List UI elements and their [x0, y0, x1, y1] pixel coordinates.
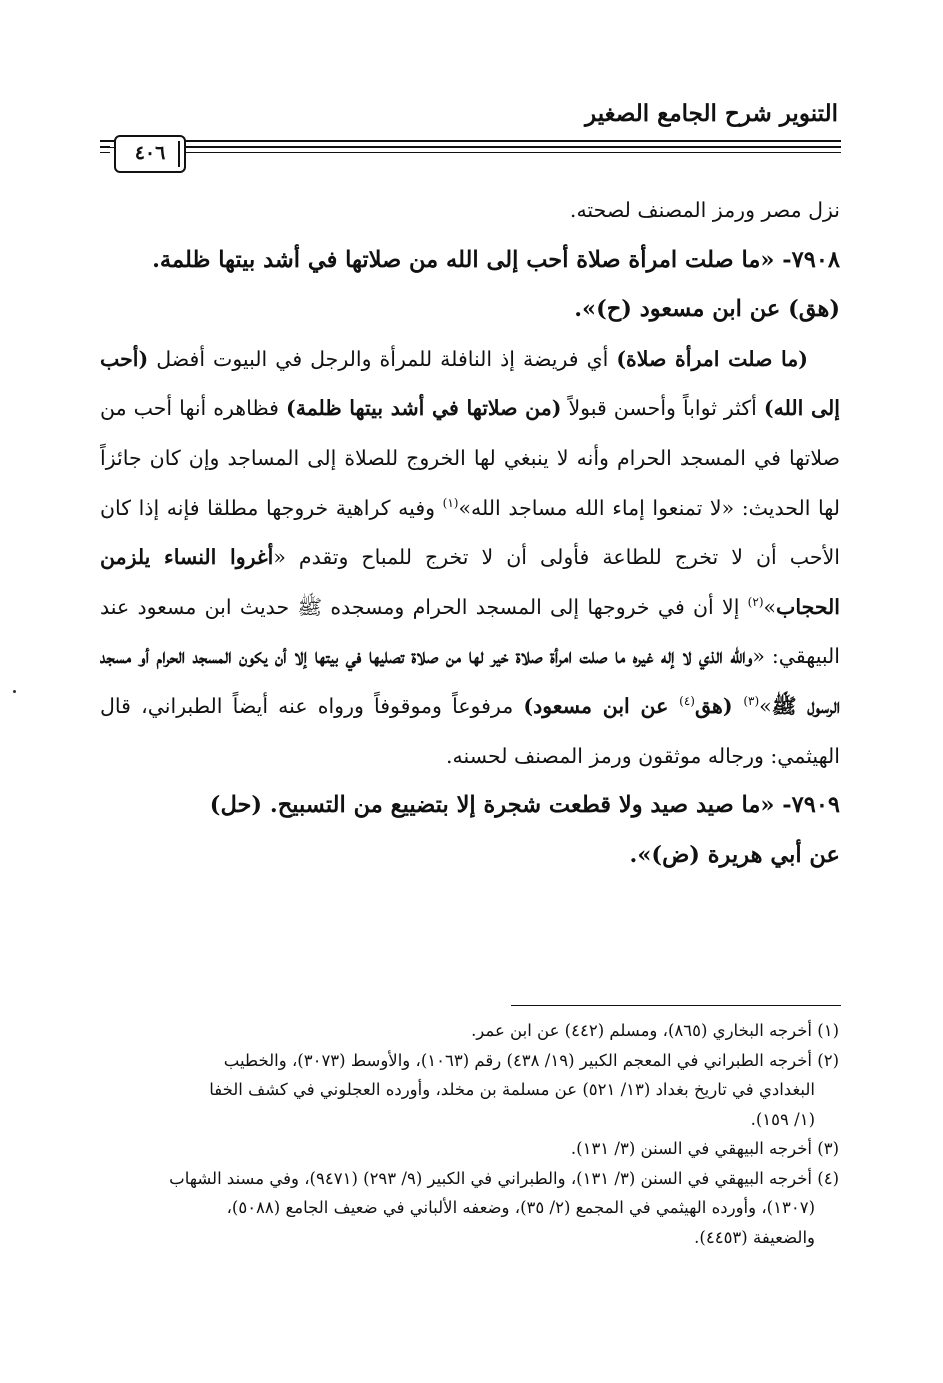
commentary-7908 [100, 335, 840, 781]
footnote-4-line-2: (١٣٠٧)، وأورده الهيثمي في المجمع (٢/ ٣٥)، وضعفه الألباني في ضعيف الجامع (٥٠٨٨)، [226, 1198, 815, 1217]
footnote-separator [511, 1005, 841, 1006]
footnote-ref-4: (٤) [679, 694, 695, 709]
footnote-3: (٣) أخرجه البيهقي في السنن (٣/ ١٣١). [570, 1139, 839, 1158]
hadith-7908 [100, 236, 840, 335]
comm-lemma-2: (أحب إلى الله) [100, 346, 840, 421]
footnote-2-line-2: البغدادي في تاريخ بغداد (١٣/ ٥٢١) عن مسلمة بن مخلد، وأورده العجلوني في كشف الخفا [209, 1080, 815, 1099]
footnote-ref-1: (١) [442, 495, 459, 510]
intro-line: نزل مصر ورمز المصنف لصحته. [569, 198, 840, 222]
footnote-4-line-1: (٤) أخرجه البيهقي في السنن (٣/ ١٣١)، والطبراني في الكبير (٩/ ٢٩٣) (٩٤٧١)، وفي مسند الشهاب [169, 1168, 839, 1188]
comm-text-3: فظاهره أنها أحب من صلاتها في المسجد الحرام وأنه لا ينبغي لها الخروج للصلاة إلى المساجد وإن كان جائزاً لها الحديث: «لا تمنعوا إماء الله مساجد الله» [100, 396, 840, 520]
comm-lemma-1: (ما صلت امرأة صلاة) [616, 346, 808, 371]
header-rule-end [100, 146, 110, 153]
comm-text-2: أكثر ثواباً وأحسن قبولاً [561, 396, 764, 421]
footnote-2-line-3: (١/ ١٥٩). [750, 1109, 815, 1129]
margin-dot [13, 690, 16, 693]
footnote-4-line-3: والضعيفة (٤٤٥٣). [694, 1227, 815, 1247]
comm-quote-close-2: » [759, 693, 772, 718]
footnote-ref-2: (٢) [747, 594, 764, 609]
comm-source-1: (هق [694, 693, 744, 718]
hadith-7909-text: ٧٩٠٩- «ما صيد صيد ولا قطعت شجرة إلا بتضييع من التسبيح. (حل) [209, 792, 840, 819]
comm-quote-2: والله الذي لا إله غيره ما صلت امرأة صلاة خير لها من صلاة تصليها في بيتها إلا أن يكون المسجد الحرام أو مسجد الرسول ﷺ [100, 644, 840, 718]
comm-text-6: مرفوعاً وموقوفاً ورواه عنه أيضاً الطبراني، قال الهيثمي: ورجاله موثقون ورمز المصنف لحسنه. [100, 693, 840, 768]
hadith-7909 [100, 781, 840, 880]
footnote-2-line-1: (٢) أخرجه الطبراني في المعجم الكبير (١٩/ ٤٣٨) رقم (١٠٦٣)، والأوسط (٣٠٧٣)، والخطيب [223, 1050, 839, 1070]
footnote-ref-3: (٣) [743, 694, 760, 709]
comm-quote-close-1: » [763, 594, 777, 619]
footnotes [100, 1016, 839, 1252]
comm-text-4: وفيه كراهية خروجها مطلقا فإنه إذا كان الأحب أن لا تخرج للطاعة فأولى أن لا تخرج للمباح وتقدم « [100, 495, 840, 570]
comm-source-2: عن ابن مسعود) [523, 693, 680, 718]
hadith-7908-text: ٧٩٠٨- «ما صلت امرأة صلاة أحب إلى الله من صلاتها في أشد بيتها ظلمة. [152, 246, 840, 273]
header-rule-long [186, 146, 841, 153]
hadith-7908-source: (هق) عن ابن مسعود (ح)». [574, 296, 840, 323]
comm-quote-1: أغروا النساء يلزمن الحجاب [100, 545, 840, 619]
main-text [100, 186, 840, 880]
hadith-7909-source: عن أبي هريرة (ض)». [629, 841, 840, 868]
footnote-1: (١) أخرجه البخاري (٨٦٥)، ومسلم (٤٤٢) عن ابن عمر. [471, 1021, 839, 1040]
running-header-title: التنوير شرح الجامع الصغير [585, 100, 838, 127]
comm-text-5: إلا أن في خروجها إلى المسجد الحرام ومسجده ﷺ حديث ابن مسعود عند البيهقي: « [100, 594, 841, 669]
comm-text-1: أي فريضة إذ النافلة للمرأة والرجل في البيوت أفضل [148, 346, 617, 371]
comm-lemma-3: (من صلاتها في أشد بيتها ظلمة) [286, 396, 562, 421]
page-number: ٤٠٦ [114, 135, 186, 173]
